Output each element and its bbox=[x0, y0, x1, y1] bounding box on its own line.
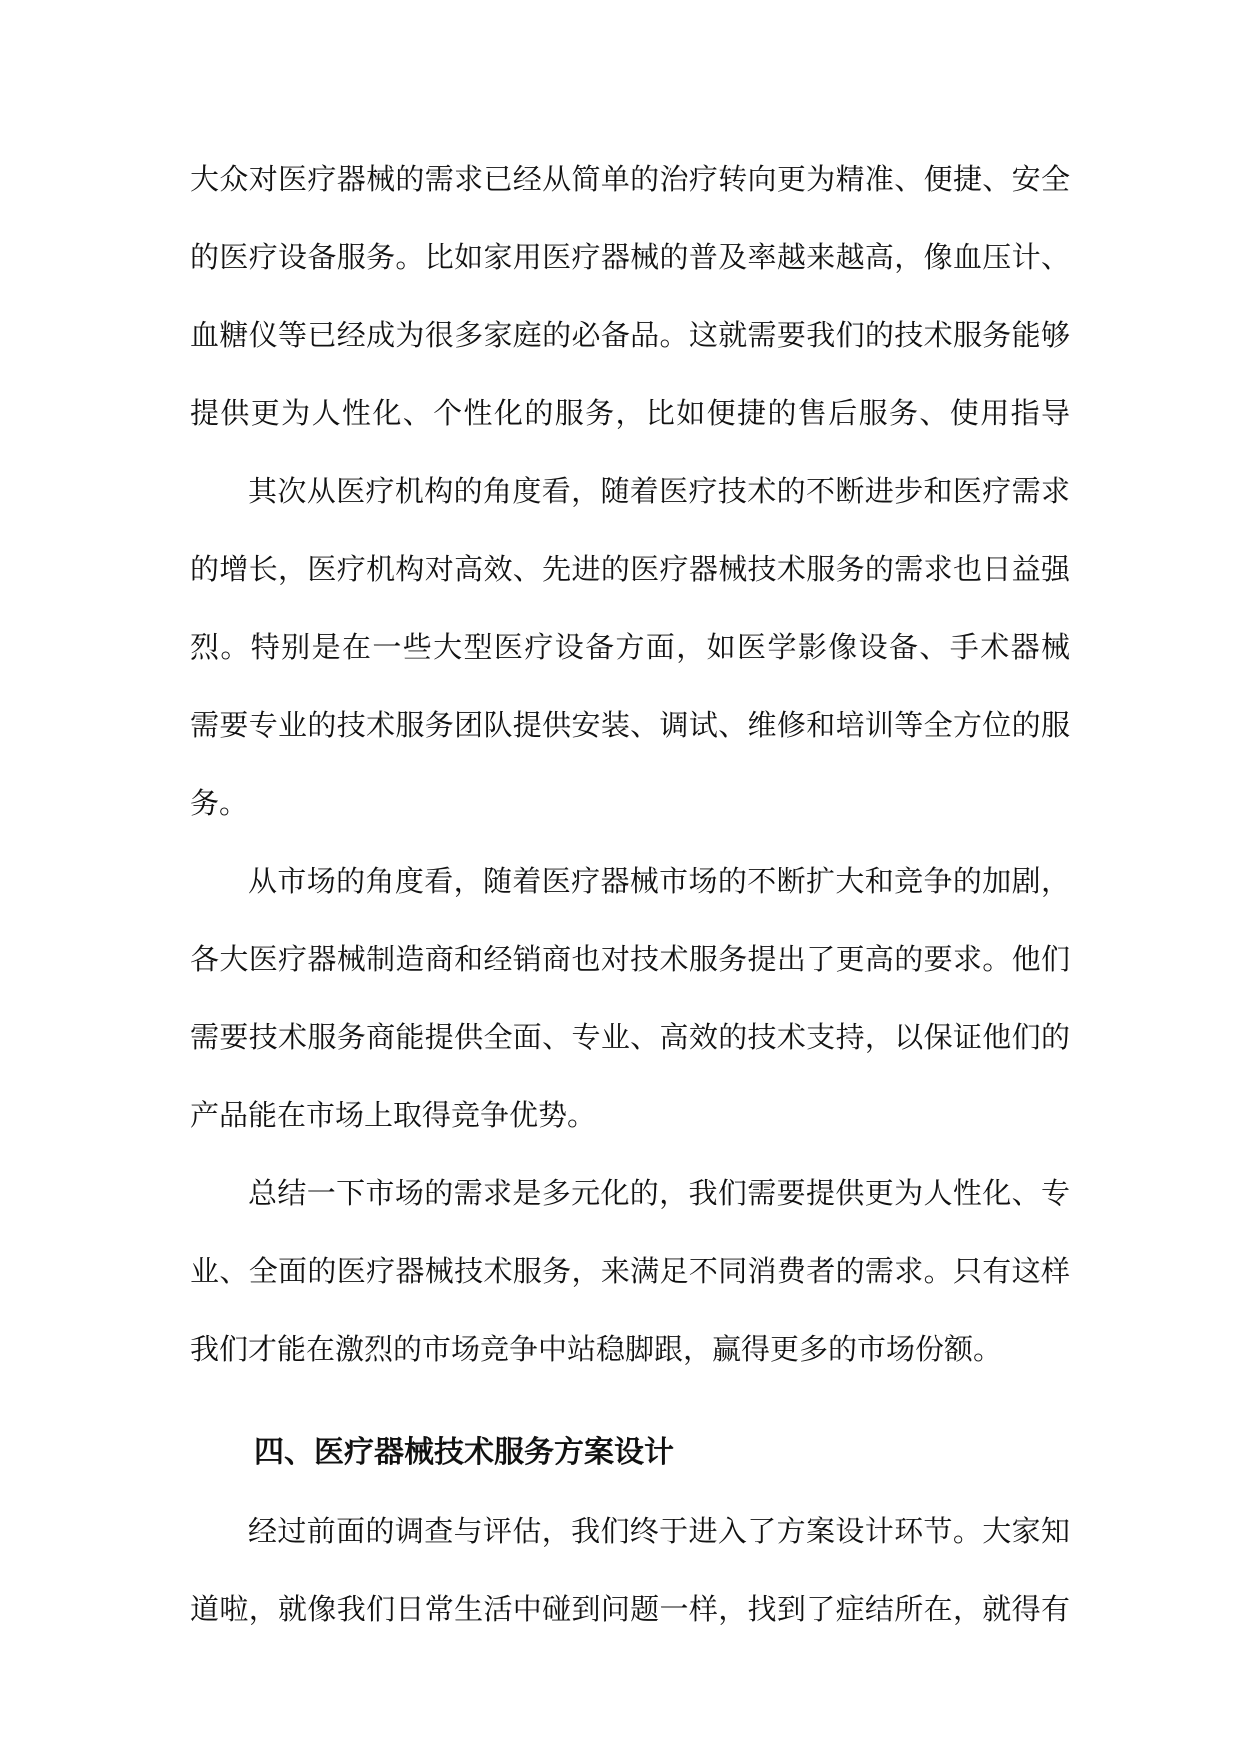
text-line: 的增长，医疗机构对高效、先进的医疗器械技术服务的需求也日益强 bbox=[190, 552, 1070, 586]
text-line: 血糖仪等已经成为很多家庭的必备品。这就需要我们的技术服务能够 bbox=[190, 318, 1070, 352]
section-heading: 四、医疗器械技术服务方案设计 bbox=[254, 1435, 674, 1470]
text-line: 总结一下市场的需求是多元化的，我们需要提供更为人性化、专 bbox=[248, 1176, 1070, 1210]
text-line: 我们才能在激烈的市场竞争中站稳脚跟，赢得更多的市场份额。 bbox=[190, 1332, 1003, 1366]
text-line: 从市场的角度看，随着医疗器械市场的不断扩大和竞争的加剧， bbox=[248, 864, 1070, 898]
text-line: 需要技术服务商能提供全面、专业、高效的技术支持，以保证他们的 bbox=[190, 1020, 1070, 1054]
paragraph-market-perspective bbox=[190, 842, 1070, 1154]
text-line: 的医疗设备服务。比如家用医疗器械的普及率越来越高，像血压计、 bbox=[190, 240, 1070, 274]
document-body bbox=[190, 140, 1070, 1648]
text-line: 道啦，就像我们日常生活中碰到问题一样，找到了症结所在，就得有 bbox=[190, 1592, 1070, 1626]
text-line: 经过前面的调查与评估，我们终于进入了方案设计环节。大家知 bbox=[248, 1514, 1070, 1548]
text-line: 提供更为人性化、个性化的服务，比如便捷的售后服务、使用指导 bbox=[190, 396, 1070, 430]
paragraph-medical-institutions bbox=[190, 452, 1070, 842]
text-line: 烈。特别是在一些大型医疗设备方面，如医学影像设备、手术器械 bbox=[190, 630, 1070, 664]
text-line: 务。 bbox=[190, 786, 249, 820]
text-line: 业、全面的医疗器械技术服务，来满足不同消费者的需求。只有这样 bbox=[190, 1254, 1070, 1288]
text-line: 产品能在市场上取得竞争优势。 bbox=[190, 1098, 597, 1132]
text-line: 其次从医疗机构的角度看，随着医疗技术的不断进步和医疗需求 bbox=[248, 474, 1070, 508]
paragraph-summary bbox=[190, 1154, 1070, 1388]
text-line: 各大医疗器械制造商和经销商也对技术服务提出了更高的要求。他们 bbox=[190, 942, 1070, 976]
paragraph-household-devices bbox=[190, 140, 1070, 452]
text-line: 需要专业的技术服务团队提供安装、调试、维修和培训等全方位的服 bbox=[190, 708, 1070, 742]
paragraph-solution-design bbox=[190, 1492, 1070, 1648]
text-line: 大众对医疗器械的需求已经从简单的治疗转向更为精准、便捷、安全 bbox=[190, 162, 1070, 196]
